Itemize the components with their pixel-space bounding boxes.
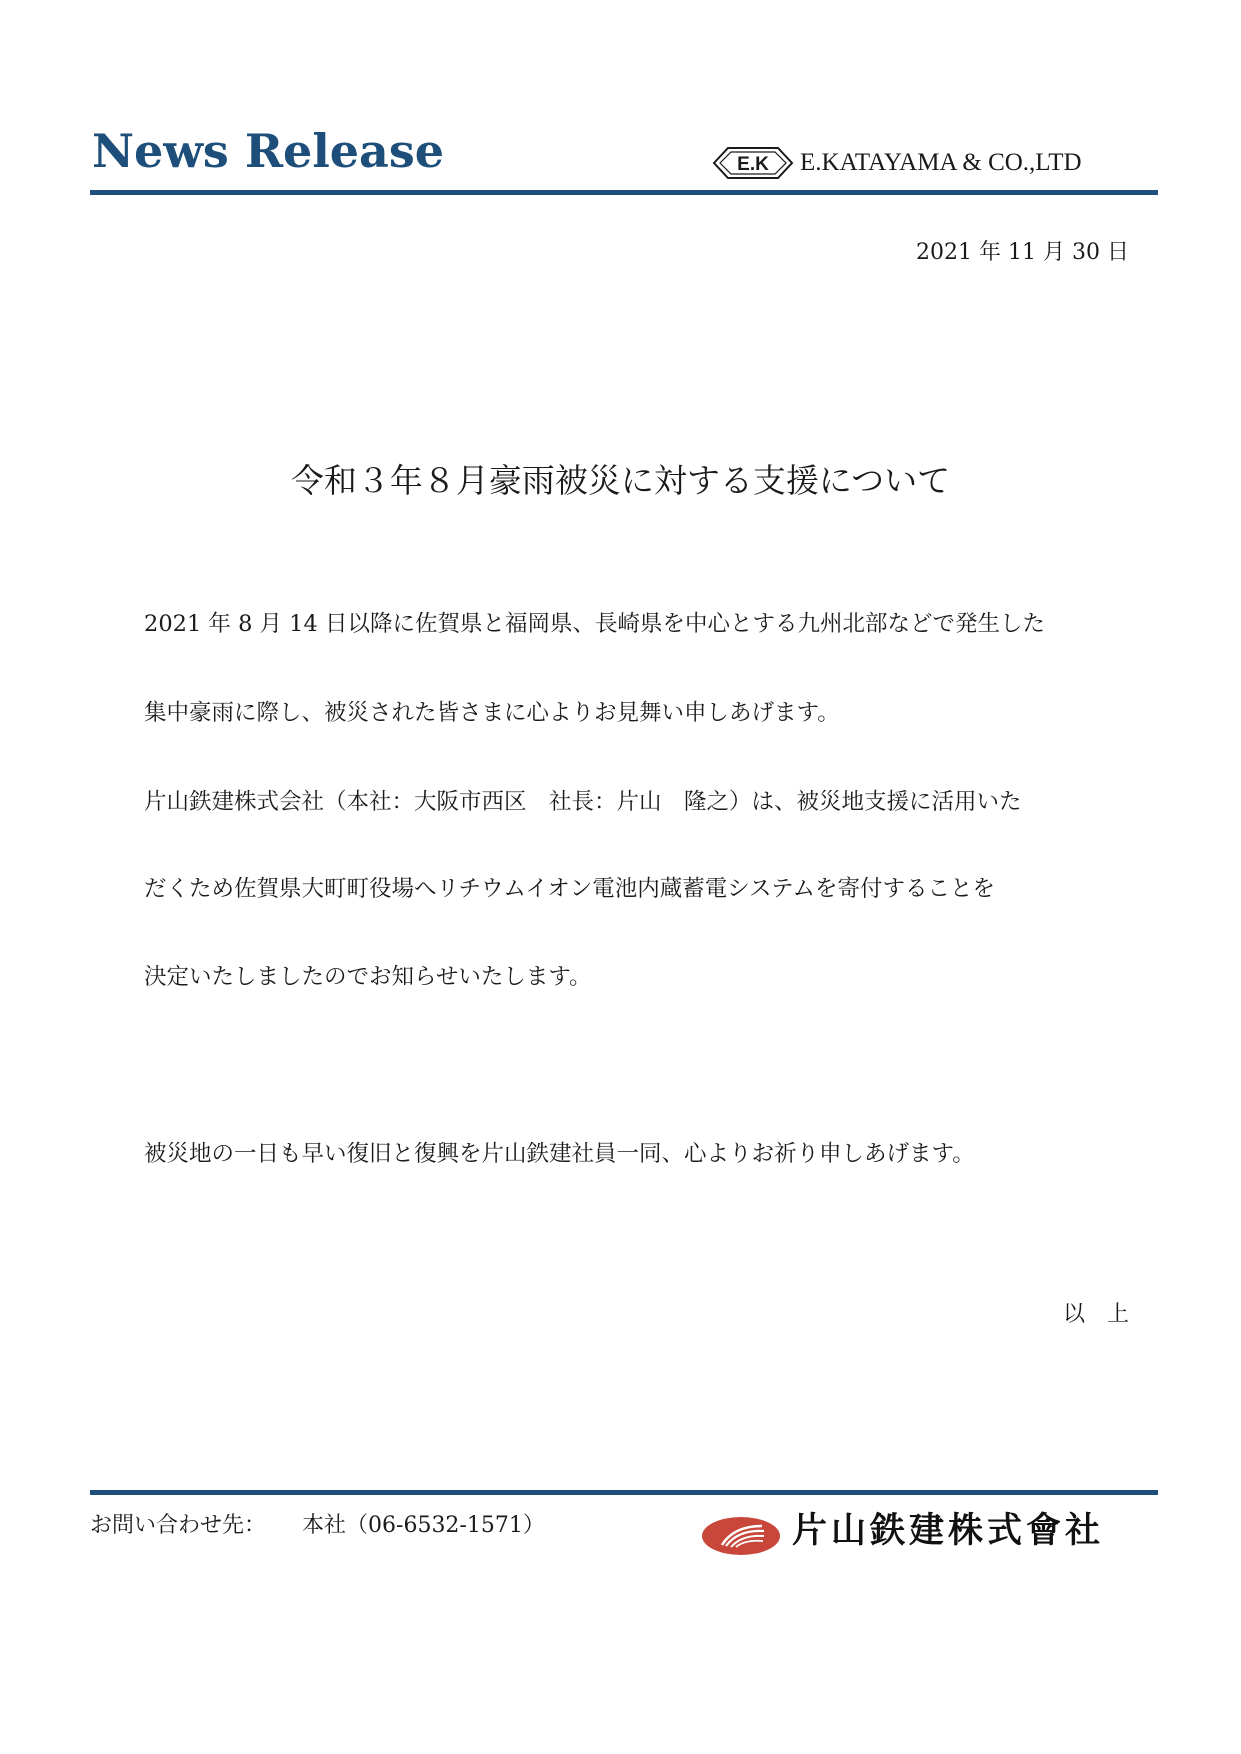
header-divider bbox=[90, 190, 1158, 195]
company-name-english: E.KATAYAMA & CO.,LTD bbox=[800, 149, 1082, 176]
release-date: 2021 年 11 月 30 日 bbox=[916, 240, 1129, 265]
body-line-1: 2021 年 8 月 14 日以降に佐賀県と福岡県、長崎県を中心とする九州北部などで発生した bbox=[144, 611, 1045, 637]
body-line-5: 決定いたしましたのでお知らせいたします。 bbox=[144, 964, 592, 990]
body-line-4: だくため佐賀県大町町役場へリチウムイオン電池内蔵蓄電システムを寄付することを bbox=[144, 876, 995, 902]
contact-label: お問い合わせ先： bbox=[90, 1513, 267, 1538]
contact-value: 本社（06-6532-1571） bbox=[302, 1513, 545, 1538]
closing-mark: 以 上 bbox=[1062, 1302, 1129, 1327]
ek-logo-icon bbox=[712, 145, 794, 181]
news-release-heading: News Release bbox=[92, 124, 445, 178]
company-name-japanese: 片山鉄建株式會社 bbox=[792, 1510, 1105, 1551]
body-line-3: 片山鉄建株式会社（本社：大阪市西区 社長：片山 隆之）は、被災地支援に活用いた bbox=[144, 789, 1022, 815]
ek-logo-text: E.K bbox=[737, 154, 769, 175]
release-title: 令和３年８月豪雨被災に対する支援について bbox=[290, 461, 951, 500]
footer-divider bbox=[90, 1490, 1158, 1495]
contact-info bbox=[90, 1515, 545, 1537]
body-line-2: 集中豪雨に際し、被災された皆さまに心よりお見舞い申しあげます。 bbox=[144, 700, 840, 726]
body-line-6: 被災地の一日も早い復旧と復興を片山鉄建社員一同、心よりお祈り申しあげます。 bbox=[144, 1141, 975, 1167]
katayama-logo-icon bbox=[700, 1514, 782, 1558]
